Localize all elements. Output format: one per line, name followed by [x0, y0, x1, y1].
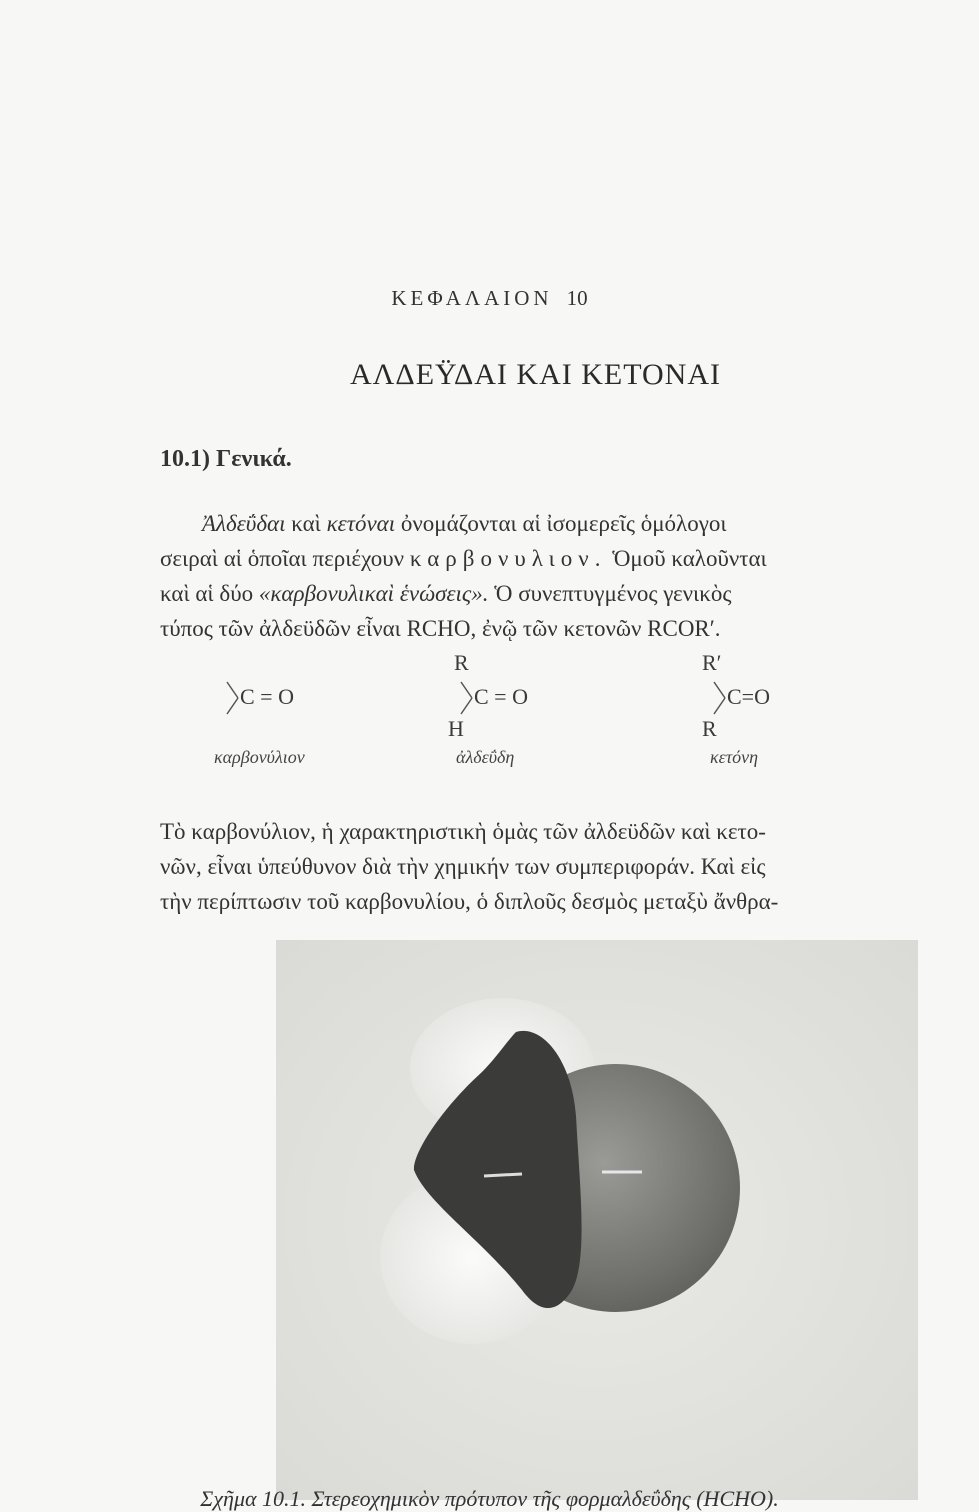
term-carbonyl-spaced: καρβονυλιον.	[409, 546, 607, 571]
text-span: καὶ αἱ δύο	[160, 581, 259, 606]
aldehyde-substituent-r: R	[454, 650, 469, 675]
ketone-substituent-r-prime: R′	[702, 650, 722, 675]
aldehyde-carbonyl-text: C = O	[474, 684, 528, 709]
ketone-carbonyl-text: C=O	[727, 684, 770, 709]
paragraph-line: Τὸ καρβονύλιον, ἡ χαρακτηριστικὴ ὁμὰς τῶν ἀλδεϋδῶν καὶ κετο-	[160, 819, 766, 844]
paragraph-line	[160, 541, 936, 576]
aldehyde-hydrogen: H	[448, 716, 464, 741]
figure-caption: Σχῆμα 10.1. Στερεοχημικὸν πρότυπον τῆς φορμαλδεΰδης (HCHO).	[200, 1486, 779, 1511]
paragraph-carbonyl	[160, 814, 936, 919]
bond-lines-icon	[460, 680, 474, 716]
paragraph-line: τύπος τῶν ἀλδεϋδῶν εἶναι RCHO, ἐνῷ τῶν κετονῶν RCOR′.	[160, 616, 721, 641]
ketone-substituent-r: R	[702, 716, 717, 741]
paragraph-line	[160, 576, 936, 611]
chapter-label: ΚΕΦΑΛΑΙΟΝ	[391, 286, 553, 310]
text-span: καὶ	[285, 511, 327, 536]
text-span: ὀνομάζονται αἱ ἰσομερεῖς ὁμόλογοι	[395, 511, 727, 536]
caption-ketone: κετόνη	[710, 747, 759, 767]
formula-carbonyl-text: C = O	[240, 684, 294, 709]
formaldehyde-model-photo	[276, 940, 918, 1500]
term-aldehydes: Ἀλδεΰδαι	[202, 511, 286, 536]
section-heading: 10.1) Γενικά.	[160, 446, 292, 472]
highlight-carbon	[484, 1174, 522, 1176]
bond-lines-icon	[713, 680, 727, 716]
caption-aldehyde: ἀλδεΰδη	[456, 747, 515, 767]
text-span: σειραὶ αἱ ὁποῖαι περιέχουν	[160, 546, 410, 571]
chapter-title: ΑΛΔΕΫΔΑΙ ΚΑΙ ΚΕΤΟΝΑΙ	[350, 358, 721, 391]
chapter-heading	[0, 286, 979, 311]
text-span: Ὁ συνεπτυγμένος γενικὸς	[488, 581, 732, 606]
caption-carbonyl: καρβονύλιον	[214, 747, 305, 767]
paragraph-line: νῶν, εἶναι ὑπεύθυνον διὰ τὴν χημικήν των συμπεριφοράν. Καὶ εἰς	[160, 854, 766, 879]
chapter-number: 10	[566, 286, 588, 310]
text-span: Ὁμοῦ καλοῦνται	[606, 546, 767, 571]
term-carbonyl-compounds: «καρβονυλικαὶ ἑνώσεις».	[258, 581, 489, 606]
paragraph-line	[160, 506, 936, 541]
paragraph-line: τὴν περίπτωσιν τοῦ καρβονυλίου, ὁ διπλοῦς δεσμὸς μεταξὺ ἄνθρα-	[160, 889, 779, 914]
bond-lines-icon	[226, 680, 240, 716]
paragraph-intro	[160, 506, 936, 646]
term-ketones: κετόναι	[326, 511, 396, 536]
